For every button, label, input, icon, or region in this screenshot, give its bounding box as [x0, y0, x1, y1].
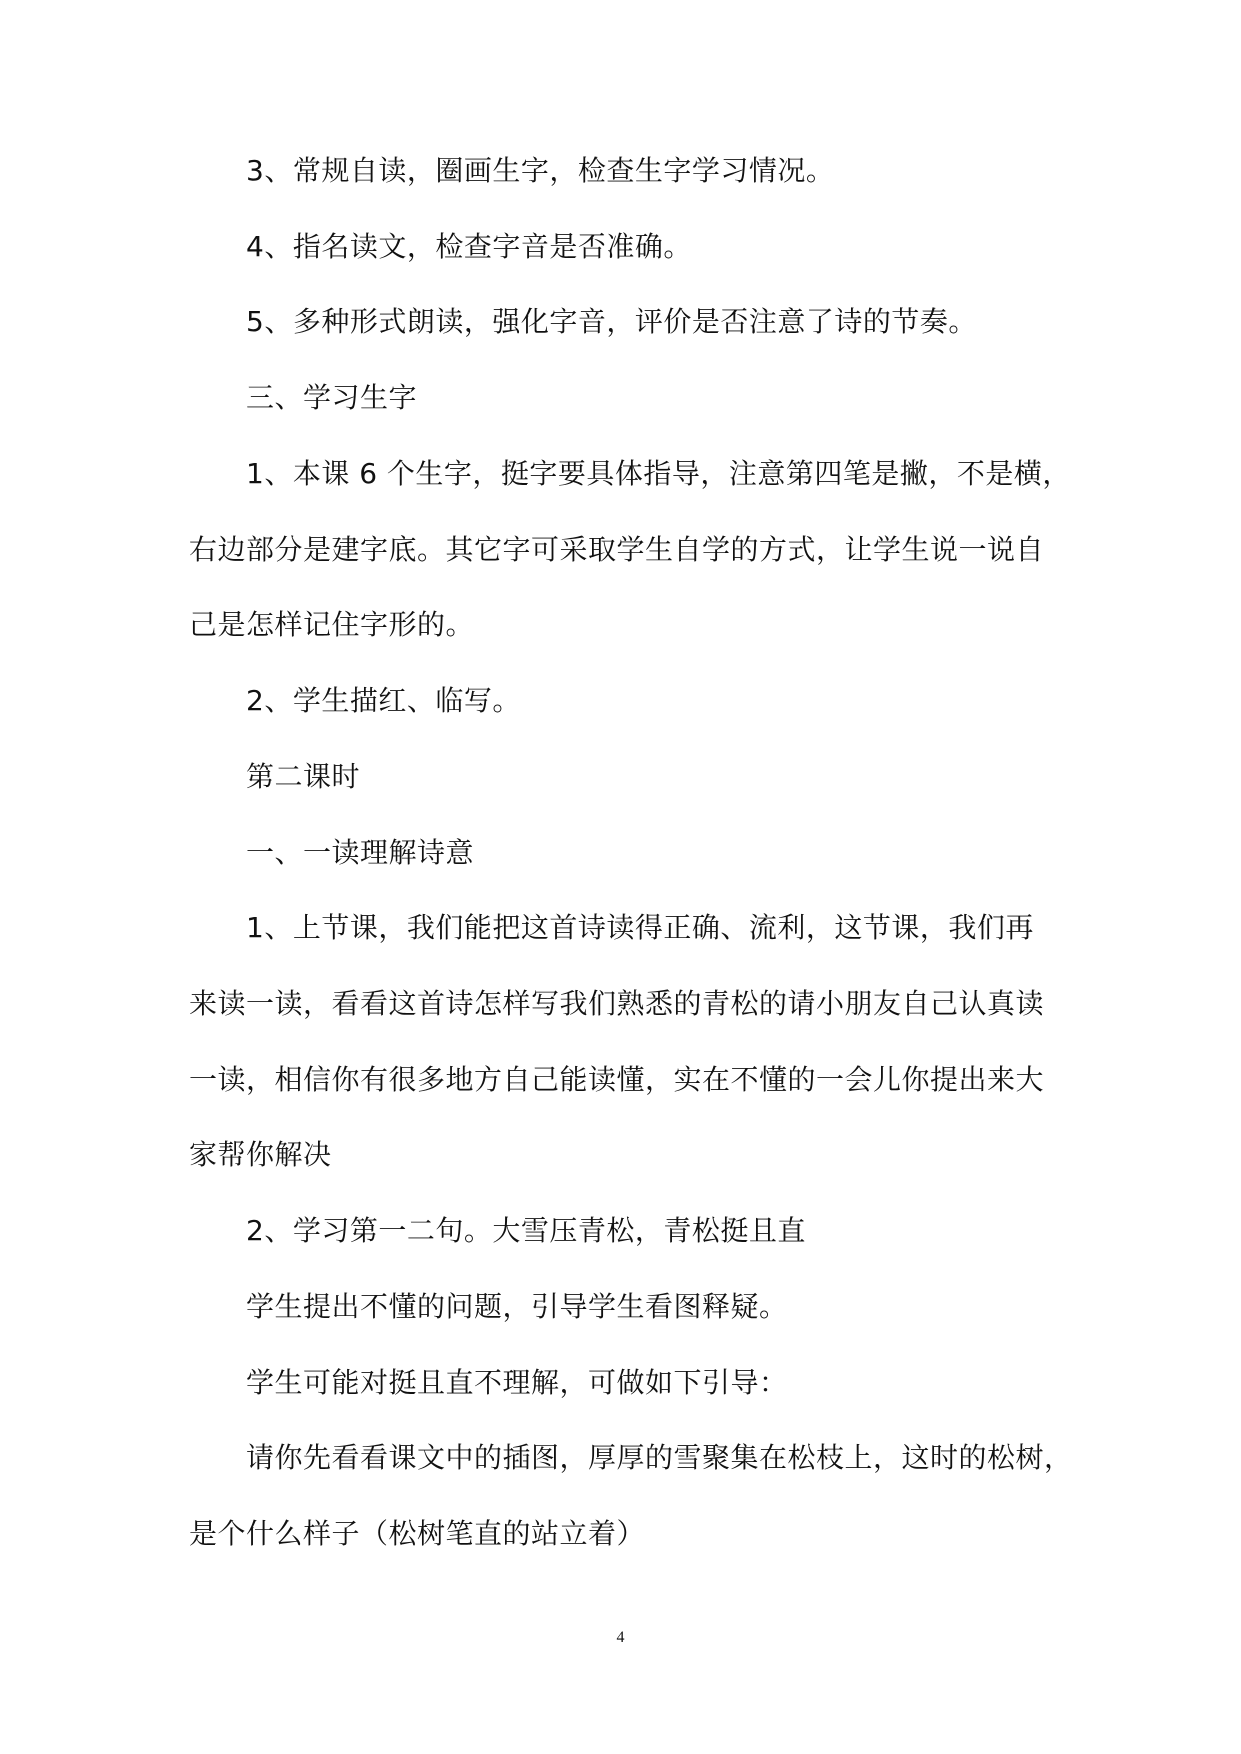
text-line: 学生提出不懂的问题，引导学生看图释疑。	[246, 1290, 788, 1323]
text-line: 请你先看看课文中的插图，厚厚的雪聚集在松枝上，这时的松树，	[246, 1441, 1073, 1474]
text-line: 1、本课 6 个生字，挺字要具体指导，注意第四笔是撇，不是横，	[246, 457, 1071, 490]
text-line: 家帮你解决	[189, 1138, 332, 1171]
text-line: 1、上节课，我们能把这首诗读得正确、流利，这节课，我们再	[246, 911, 1034, 944]
text-line: 是个什么样子（松树笔直的站立着）	[189, 1517, 646, 1550]
text-line: 学生可能对挺且直不理解，可做如下引导：	[246, 1366, 788, 1399]
text-line: 2、学习第一二句。大雪压青松，青松挺且直	[246, 1214, 806, 1247]
text-line: 一读，相信你有很多地方自己能读懂，实在不懂的一会儿你提出来大	[189, 1063, 1045, 1096]
section-heading: 第二课时	[246, 760, 361, 793]
section-heading: 一、一读理解诗意	[246, 836, 475, 869]
section-heading: 三、学习生字	[246, 381, 418, 414]
text-line: 4、指名读文，检查字音是否准确。	[246, 230, 692, 263]
text-line: 5、多种形式朗读，强化字音，评价是否注意了诗的节奏。	[246, 305, 977, 338]
text-line: 右边部分是建字底。其它字可采取学生自学的方式，让学生说一说自	[189, 533, 1045, 566]
text-line: 己是怎样记住字形的。	[189, 608, 475, 641]
text-line: 2、学生描红、临写。	[246, 684, 521, 717]
text-line: 来读一读，看看这首诗怎样写我们熟悉的青松的请小朋友自己认真读	[189, 987, 1045, 1020]
text-line: 3、常规自读，圈画生字，检查生字学习情况。	[246, 154, 835, 187]
page-number: 4	[616, 1629, 625, 1646]
